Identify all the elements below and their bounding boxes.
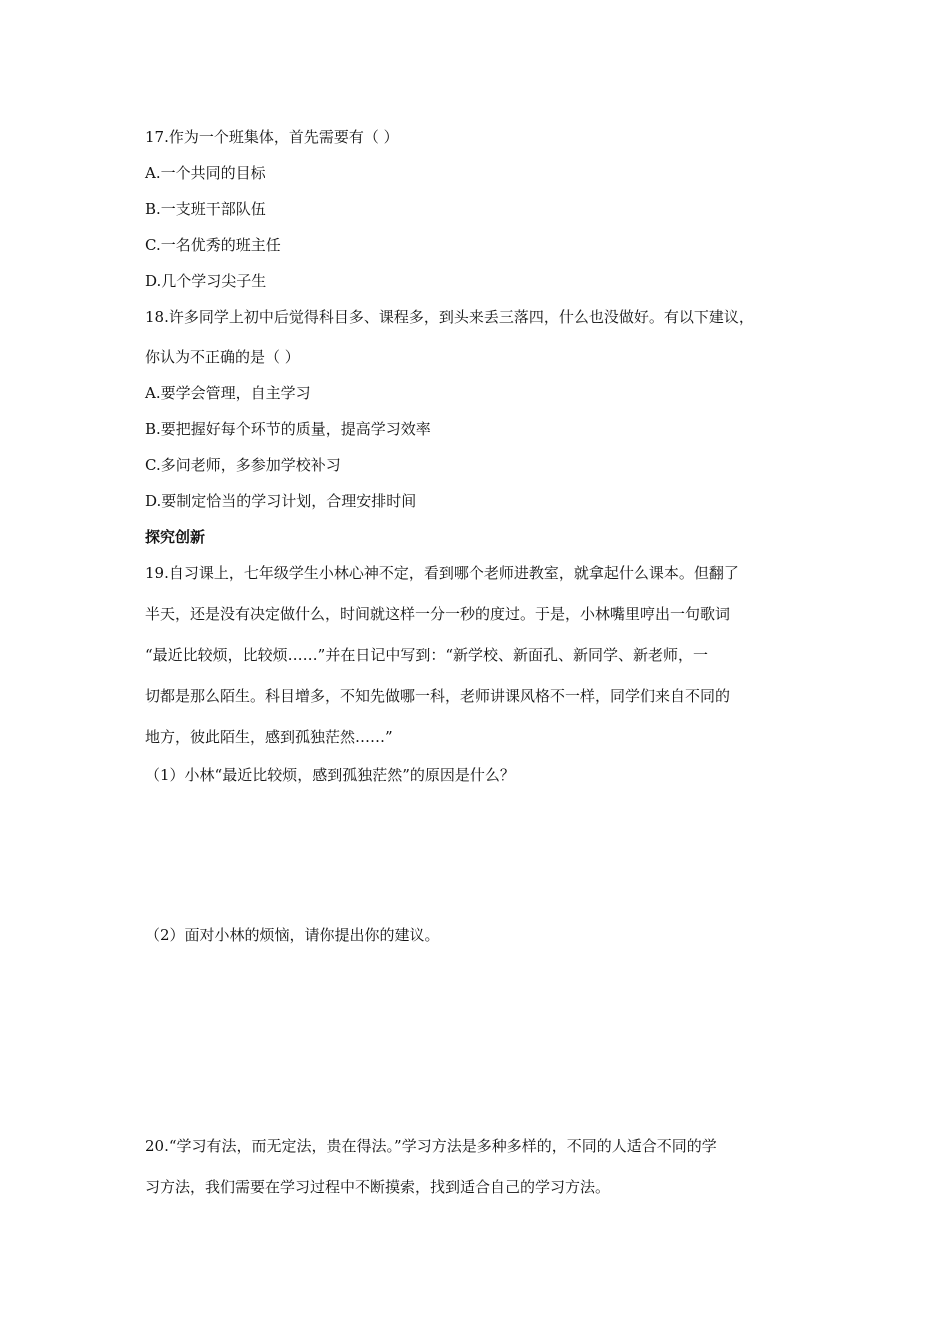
question-18-stem-line-1: 18.许多同学上初中后觉得科目多、课程多，到头来丢三落四，什么也没做好。有以下建议， — [145, 308, 754, 326]
question-18-option-b: B.要把握好每个环节的质量，提高学习效率 — [145, 420, 431, 438]
question-18-option-c: C.多问老师，多参加学校补习 — [145, 456, 341, 474]
question-19-stem-line-1: 19.自习课上，七年级学生小林心神不定，看到哪个老师进教室，就拿起什么课本。但翻了 — [145, 564, 739, 582]
question-17-option-b: B.一支班干部队伍 — [145, 200, 266, 218]
question-20-stem-line-2: 习方法，我们需要在学习过程中不断摸索，找到适合自己的学习方法。 — [145, 1178, 611, 1196]
question-18-option-d: D.要制定恰当的学习计划，合理安排时间 — [145, 492, 417, 510]
question-17-stem: 17.作为一个班集体，首先需要有（ ） — [145, 128, 399, 146]
question-18-option-a: A.要学会管理，自主学习 — [145, 384, 311, 402]
question-17-option-a: A.一个共同的目标 — [145, 164, 266, 182]
question-19-stem-line-4: 切都是那么陌生。科目增多，不知先做哪一科，老师讲课风格不一样，同学们来自不同的 — [145, 687, 731, 705]
question-19-sub-2: （2）面对小林的烦恼，请你提出你的建议。 — [145, 926, 440, 944]
question-19-sub-1: （1）小林“最近比较烦，感到孤独茫然”的原因是什么？ — [145, 766, 515, 784]
question-20-stem-line-1: 20.“学习有法，而无定法，贵在得法。”学习方法是多种多样的，不同的人适合不同的学 — [145, 1137, 717, 1155]
question-19-stem-line-2: 半天，还是没有决定做什么，时间就这样一分一秒的度过。于是，小林嘴里哼出一句歌词 — [145, 605, 731, 623]
question-18-stem-line-2: 你认为不正确的是（ ） — [145, 348, 300, 366]
question-19-stem-line-3: “最近比较烦，比较烦……”并在日记中写到：“新学校、新面孔、新同学、新老师，一 — [145, 646, 709, 664]
section-heading: 探究创新 — [145, 528, 206, 546]
question-19-stem-line-5: 地方，彼此陌生，感到孤独茫然……” — [145, 728, 393, 746]
question-17-option-d: D.几个学习尖子生 — [145, 272, 267, 290]
question-17-option-c: C.一名优秀的班主任 — [145, 236, 281, 254]
